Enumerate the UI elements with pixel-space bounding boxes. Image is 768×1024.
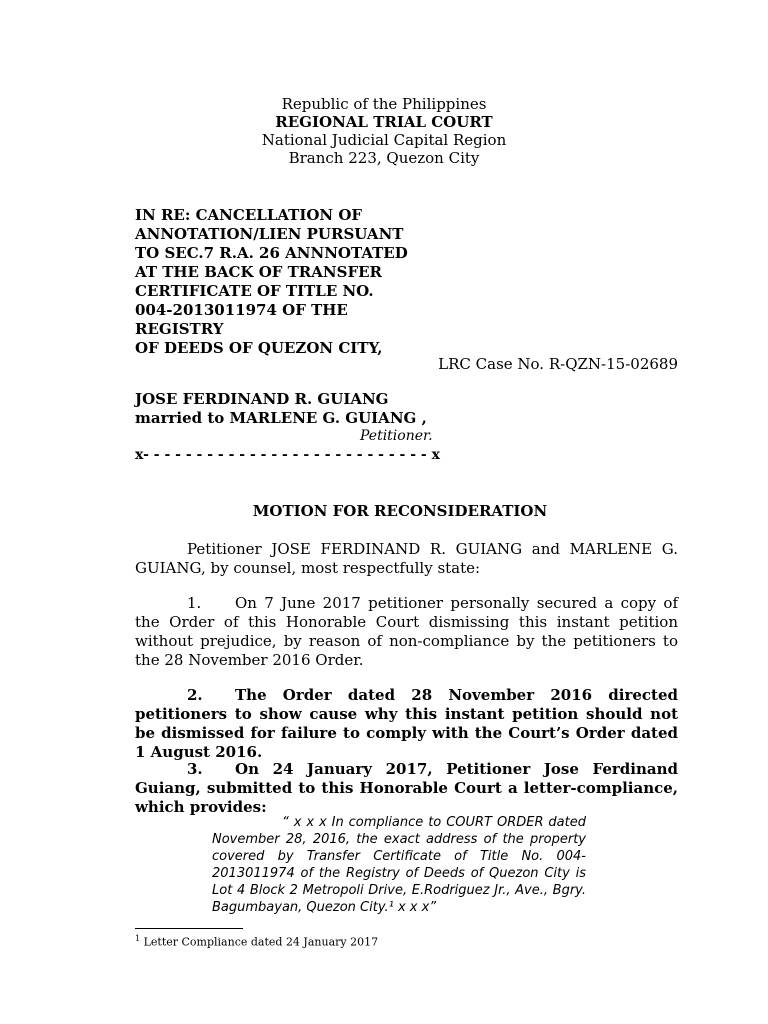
footnote-rule <box>135 928 243 929</box>
paragraph-text: On 24 January 2017, Petitioner Jose Ferdinand Guiang, submitted to this Honorable Court a letter-compliance, which provides: <box>135 760 678 816</box>
caption-line: 004-2013011974 OF THE REGISTRY <box>135 301 348 338</box>
quote-text: “ x x x In compliance to COURT ORDER dated November 28, 2016, the exact address of the property covered by Transfer Certificate of Title No. 004-2013011974 of the Registry of Deeds of Quezon City is Lot 4 Block 2 Metropoli Drive, E.Rodriguez Jr., Ave., Bgry. Bagumbayan, Quezon City.¹ x x x” <box>212 815 586 915</box>
paragraph-3 <box>135 760 678 817</box>
footnote-text: Letter Compliance dated 24 January 2017 <box>143 935 379 949</box>
region-line: National Judicial Capital Region <box>261 131 507 149</box>
caption-line: IN RE: CANCELLATION OF <box>135 206 363 224</box>
footnote-mark: 1 <box>135 934 141 943</box>
intro-paragraph <box>135 540 678 578</box>
case-caption <box>135 206 435 358</box>
block-quote <box>212 814 586 916</box>
caption-line: ANNOTATION/LIEN PURSUANT <box>135 225 404 243</box>
caption-line: TO SEC.7 R.A. 26 ANNNOTATED <box>135 244 408 262</box>
intro-text: Petitioner JOSE FERDINAND R. GUIANG and MARLENE G. GUIANG, by counsel, most respectfully state: <box>135 540 678 577</box>
petitioner-spouse: married to MARLENE G. GUIANG , <box>135 409 427 427</box>
motion-title: MOTION FOR RECONSIDERATION <box>252 502 548 520</box>
paragraph-number: 2. <box>187 686 203 704</box>
caption-separator: x- - - - - - - - - - - - - - - - - - - - - - - - - - - x <box>135 447 440 463</box>
caption-line: OF DEEDS OF QUEZON CITY, <box>135 339 383 357</box>
petitioner-role: Petitioner. <box>360 428 433 444</box>
party-block <box>135 390 427 428</box>
paragraph-2 <box>135 686 678 762</box>
paragraph-number: 1. <box>187 594 202 612</box>
caption-line: CERTIFICATE OF TITLE NO. <box>135 282 374 300</box>
paragraph-number: 3. <box>187 760 203 778</box>
paragraph-1 <box>135 594 678 670</box>
court-name: REGIONAL TRIAL COURT <box>275 113 493 131</box>
case-number: LRC Case No. R-QZN-15-02689 <box>438 355 678 373</box>
republic-line: Republic of the Philippines <box>281 95 487 113</box>
paragraph-text: On 7 June 2017 petitioner personally secured a copy of the Order of this Honorable Court dismissing this instant petition without prejudice, by reason of non-compliance by the petitioners to the 28 November 2016 Order. <box>135 594 678 669</box>
caption-line: AT THE BACK OF TRANSFER <box>135 263 383 281</box>
footnote <box>135 932 378 950</box>
petitioner-name: JOSE FERDINAND R. GUIANG <box>135 390 389 408</box>
court-header <box>0 95 768 167</box>
paragraph-text: The Order dated 28 November 2016 directed petitioners to show cause why this instant petition should not be dismissed for failure to comply with the Court’s Order dated 1 August 2016. <box>135 686 678 761</box>
branch-line: Branch 223, Quezon City <box>288 149 480 167</box>
